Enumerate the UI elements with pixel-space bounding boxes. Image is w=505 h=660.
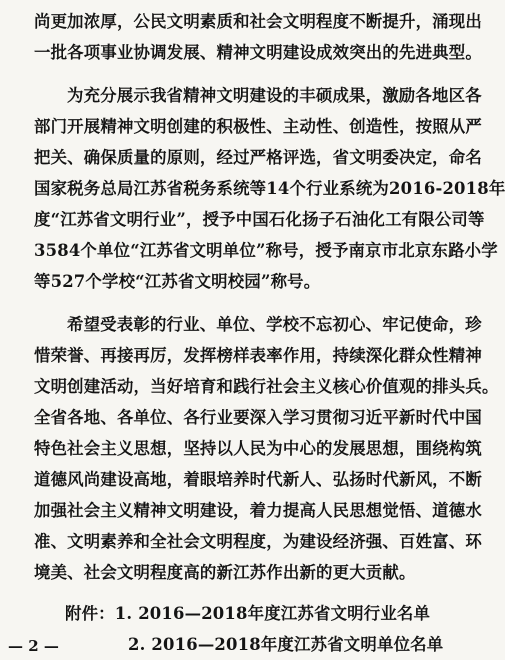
page-number: — 2 — — [8, 637, 59, 655]
text-line: 惜荣誉、再接再厉，发挥榜样表率作用，持续深化群众性精神 — [34, 346, 482, 365]
paragraph-expectations — [34, 309, 499, 588]
text-line: 把关、确保质量的原则，经过严格评选，省文明委决定，命名 — [34, 148, 482, 167]
attachments-list — [34, 598, 454, 660]
text-line: 等527个学校“江苏省文明校园”称号。 — [34, 272, 321, 291]
text-line: 一批各项事业协调发展、精神文明建设成效突出的先进典型。 — [34, 43, 482, 62]
text-line: 准、文明素养和全社会文明程度，为建设经济强、百姓富、环 — [34, 532, 482, 551]
paragraph-top — [34, 6, 482, 68]
attachment-item: 2. 2016—2018年度江苏省文明单位名单 — [128, 635, 444, 654]
text-line: 部门开展精神文明创建的积极性、主动性、创造性，按照从严 — [34, 117, 482, 136]
text-line: 3584个单位“江苏省文明单位”称号，授予南京市北京东路小学 — [34, 241, 498, 260]
text-line: 加强社会主义精神文明建设，着力提高人民思想觉悟、道德水 — [34, 501, 482, 520]
text-line: 特色社会主义思想，坚持以人民为中心的发展思想，围绕构筑 — [34, 439, 482, 458]
text-line: 道德风尚建设高地，着眼培养时代新人、弘扬时代新风，不断 — [34, 470, 482, 489]
paragraph-gap — [34, 297, 454, 309]
text-line: 文明创建活动，当好培育和践行社会主义核心价值观的排头兵。 — [34, 377, 499, 396]
text-line: 尚更加浓厚，公民文明素质和社会文明程度不断提升，涌现出 — [34, 12, 482, 31]
text-line: 希望受表彰的行业、单位、学校不忘初心、牢记使命，珍 — [67, 315, 482, 334]
paragraph-announcement — [34, 80, 505, 297]
paragraph-gap — [34, 68, 454, 80]
text-line: 境美、社会文明程度高的新江苏作出新的更大贡献。 — [34, 563, 416, 582]
attachment-item: 附件：1. 2016—2018年度江苏省文明行业名单 — [65, 604, 431, 623]
text-line: 为充分展示我省精神文明建设的丰硕成果，激励各地区各 — [67, 86, 482, 105]
text-line: 全省各地、各单位、各行业要深入学习贯彻习近平新时代中国 — [34, 408, 482, 427]
text-line: 度“江苏省文明行业”，授予中国石化扬子石油化工有限公司等 — [34, 210, 485, 229]
text-line: 国家税务总局江苏省税务系统等14个行业系统为2016-2018年 — [34, 179, 505, 198]
